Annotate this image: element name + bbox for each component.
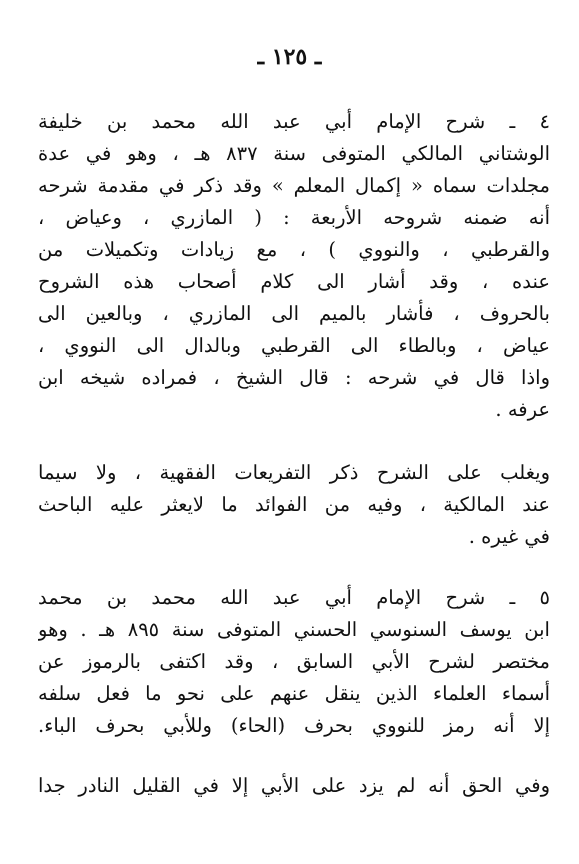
text-line: عند المالكية ، وفيه من الفوائد ما لايعثر عليه الباحث (38, 493, 550, 516)
text-line: عرفه . (495, 398, 550, 421)
text-line: ويغلب على الشرح ذكر التفريعات الفقهية ، ولا سيما (38, 461, 550, 484)
paragraph-fiqh-remarks (38, 457, 550, 553)
paragraph-closing-remark (38, 770, 550, 802)
text-line: واذا قال في شرحه : قال الشيخ ، فمراده شيخه ابن (38, 366, 550, 389)
text-line: الوشتاني المالكي المتوفى سنة ٨٣٧ هـ ، وهو في عدة (38, 142, 550, 165)
text-line: عياض ، وبالطاء الى القرطبي وبالدال الى النووي ، (38, 334, 550, 357)
text-line: إلا أنه رمز للنووي بحرف (الحاء) وللأبي بحرف الباء. (38, 714, 550, 737)
text-line: أنه ضمنه شروحه الأربعة : ( المازري ، وعياض ، (38, 206, 550, 229)
text-line: ابن يوسف السنوسي الحسني المتوفى سنة ٨٩٥ هـ . وهو (38, 618, 550, 641)
text-line: بالحروف ، فأشار بالميم الى المازري ، وبالعين الى (38, 302, 550, 325)
text-line: والقرطبي ، والنووي ) ، مع زيادات وتكميلات من (38, 238, 550, 261)
text-line: مجلدات سماه « إكمال المعلم » وقد ذكر في مقدمة شرحه (38, 174, 550, 197)
text-line: وفي الحق أنه لم يزد على الأبي إلا في القليل النادر جدا (38, 774, 550, 797)
text-line: عنده ، وقد أشار الى كلام أصحاب هذه الشروح (38, 270, 550, 293)
paragraph-sanusi-commentary (38, 582, 550, 742)
text-line: أسماء العلماء الذين ينقل عنهم على نحو ما فعل سلفه (38, 682, 550, 705)
text-line: ٤ ـ شرح الإمام أبي عبد الله محمد بن خليفة (38, 110, 550, 133)
text-line: ٥ ـ شرح الإمام أبي عبد الله محمد بن محمد (38, 586, 550, 609)
text-line: في غيره . (468, 525, 550, 548)
text-line: مختصر لشرح الأبي السابق ، وقد اكتفى بالرموز عن (38, 650, 550, 673)
paragraph-wushtani-commentary (38, 106, 550, 426)
page-number: ـ ١٢٥ ـ (257, 44, 322, 70)
